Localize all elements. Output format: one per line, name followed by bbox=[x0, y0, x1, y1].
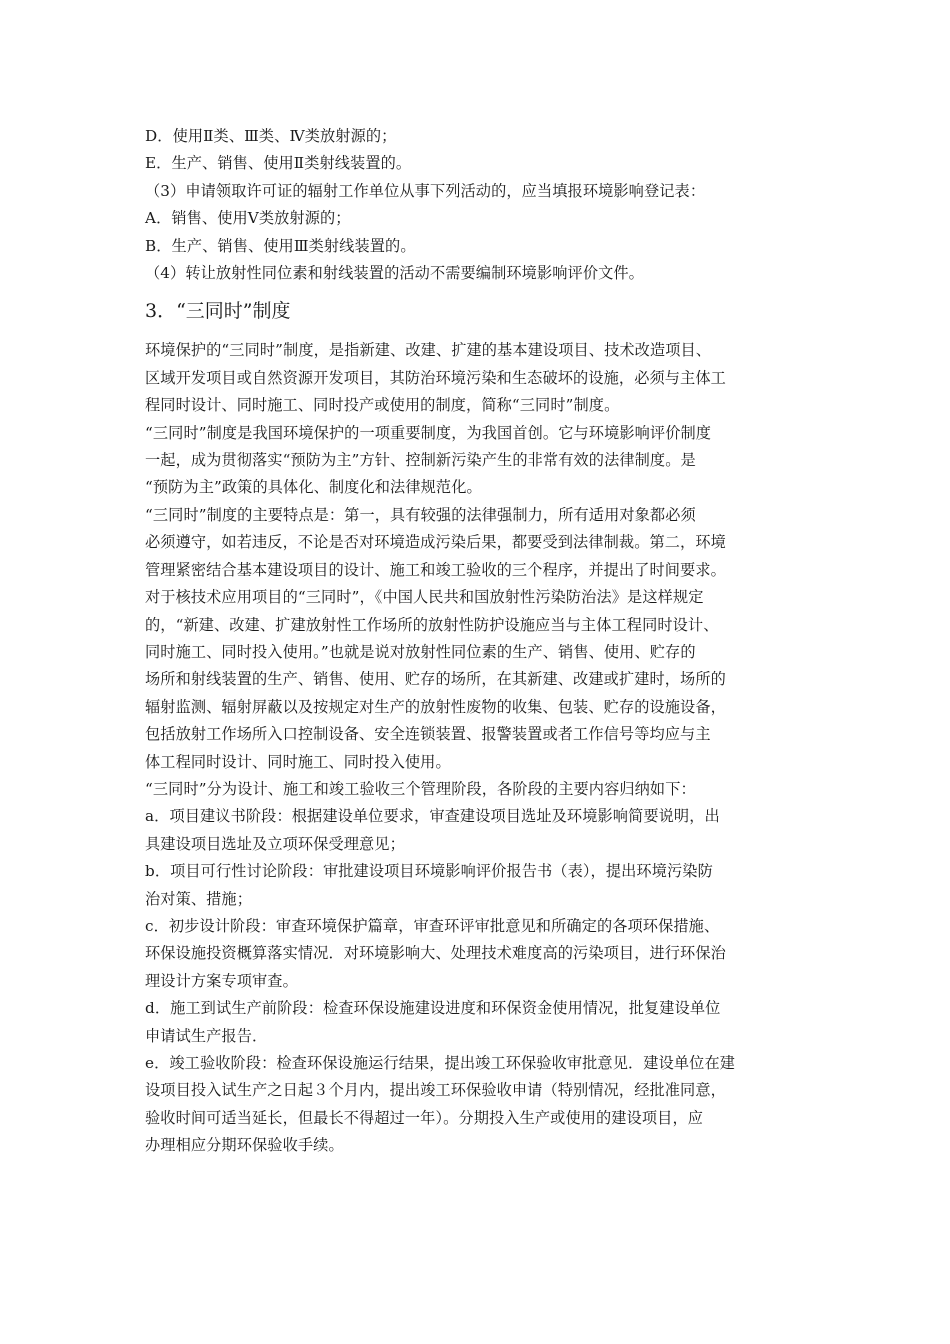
paragraph-line: 的，“新建、改建、扩建放射性工作场所的放射性防护设施应当与主体工程同时设计、 bbox=[145, 615, 719, 634]
section-body bbox=[145, 337, 810, 1159]
paragraph-line: 环境保护的“三同时”制度，是指新建、改建、扩建的基本建设项目、技术改造项目、 bbox=[145, 341, 712, 360]
paragraph-line: 一起，成为贯彻落实“预防为主”方针、控制新污染产生的非常有效的法律制度。是 bbox=[145, 451, 696, 470]
paragraph-line: a．项目建议书阶段：根据建设单位要求，审查建设项目选址及环境影响简要说明，出 bbox=[145, 807, 720, 826]
paragraph-line: “三同时”制度是我国环境保护的一项重要制度，为我国首创。它与环境影响评价制度 bbox=[145, 423, 712, 442]
paragraph-line: 申请试生产报告． bbox=[145, 1026, 268, 1045]
paragraph-line: 场所和射线装置的生产、销售、使用、贮存的场所，在其新建、改建或扩建时，场所的 bbox=[145, 670, 726, 689]
list-item: A．销售、使用Ⅴ类放射源的； bbox=[145, 209, 351, 228]
paragraph-line: c．初步设计阶段：审查环境保护篇章，审查环评审批意见和所确定的各项环保措施、 bbox=[145, 916, 720, 935]
list-item: D．使用Ⅱ类、Ⅲ类、Ⅳ类放射源的； bbox=[145, 127, 397, 145]
list-item: （4）转让放射性同位素和射线装置的活动不需要编制环境影响评价文件。 bbox=[145, 264, 644, 283]
paragraph-line: 区域开发项目或自然资源开发项目，其防治环境污染和生态破坏的设施，必须与主体工 bbox=[145, 368, 726, 387]
list-item: E．生产、销售、使用Ⅱ类射线装置的。 bbox=[145, 154, 412, 173]
paragraph-line: e．竣工验收阶段：检查环保设施运行结果，提出竣工环保验收审批意见．建设单位在建 bbox=[145, 1054, 736, 1072]
paragraph-line: 包括放射工作场所入口控制设备、安全连锁装置、报警装置或者工作信号等均应与主 bbox=[145, 725, 711, 744]
list-item: B．生产、销售、使用Ⅲ类射线装置的。 bbox=[145, 236, 416, 255]
paragraph-line: 程同时设计、同时施工、同时投产或使用的制度，简称“三同时”制度。 bbox=[145, 396, 620, 415]
paragraph-line: b．项目可行性讨论阶段：审批建设项目环境影响评价报告书（表），提出环境污染防 bbox=[145, 862, 713, 881]
paragraph-line: 理设计方案专项审查。 bbox=[145, 971, 298, 990]
intro-list bbox=[145, 123, 810, 287]
paragraph-line: 管理紧密结合基本建设项目的设计、施工和竣工验收的三个程序，并提出了时间要求。 bbox=[145, 560, 726, 579]
section-heading: 3．“三同时”制度 bbox=[145, 300, 291, 323]
paragraph-line: “预防为主”政策的具体化、制度化和法律规范化。 bbox=[145, 478, 482, 497]
paragraph-line: 治对策、措施； bbox=[145, 889, 253, 908]
paragraph-line: 辐射监测、辐射屏蔽以及按规定对生产的放射性废物的收集、包装、贮存的设施设备， bbox=[145, 697, 726, 716]
paragraph-line: 同时施工、同时投入使用。”也就是说对放射性同位素的生产、销售、使用、贮存的 bbox=[145, 642, 696, 661]
paragraph-line: 具建设项目选址及立项环保受理意见； bbox=[145, 834, 405, 853]
list-item: （3）申请领取许可证的辐射工作单位从事下列活动的，应当填报环境影响登记表： bbox=[145, 181, 706, 200]
paragraph-line: 验收时间可适当延长，但最长不得超过一年）。分期投入生产或使用的建设项目，应 bbox=[145, 1108, 704, 1127]
paragraph-line: 必须遵守，如若违反，不论是否对环境造成污染后果，都要受到法律制裁。第二，环境 bbox=[145, 533, 726, 552]
paragraph-line: 设项目投入试生产之日起３个月内，提出竣工环保验收申请（特别情况，经批准同意， bbox=[145, 1081, 726, 1100]
paragraph-line: 办理相应分期环保验收手续。 bbox=[145, 1136, 344, 1155]
document-page bbox=[145, 123, 810, 1160]
paragraph-line: 体工程同时设计、同时施工、同时投入使用。 bbox=[145, 752, 451, 771]
paragraph-line: “三同时”制度的主要特点是：第一，具有较强的法律强制力，所有适用对象都必须 bbox=[145, 505, 696, 524]
paragraph-line: “三同时”分为设计、施工和竣工验收三个管理阶段，各阶段的主要内容归纳如下： bbox=[145, 779, 696, 798]
paragraph-line: 环保设施投资概算落实情况．对环境影响大、处理技术难度高的污染项目，进行环保治 bbox=[145, 944, 726, 963]
paragraph-line: d．施工到试生产前阶段：检查环保设施建设进度和环保资金使用情况，批复建设单位 bbox=[145, 999, 721, 1018]
paragraph-line: 对于核技术应用项目的“三同时”，《中国人民共和国放射性污染防治法》是这样规定 bbox=[145, 588, 704, 607]
